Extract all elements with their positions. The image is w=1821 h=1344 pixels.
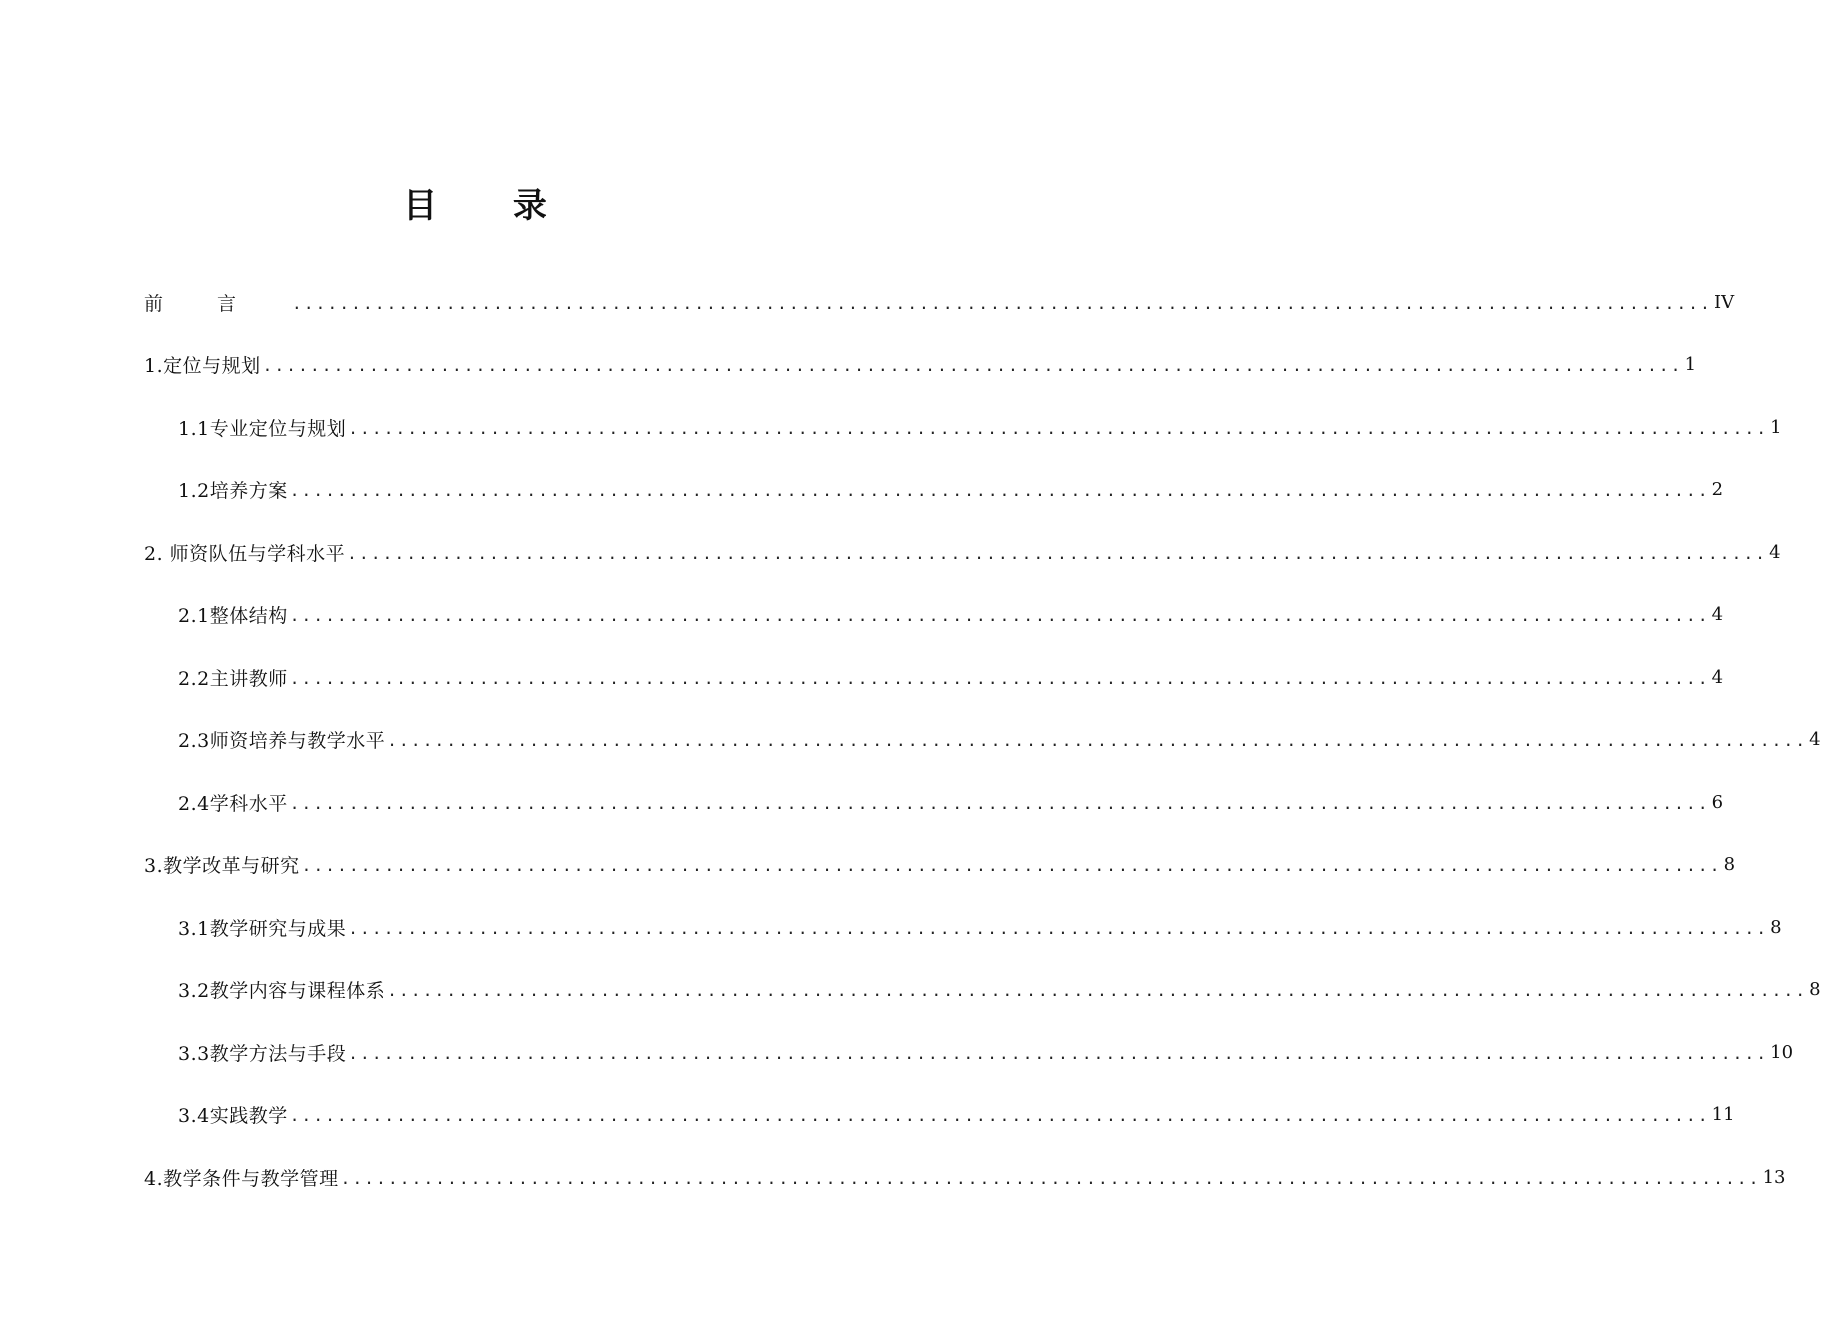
toc-entry[interactable] <box>178 593 1724 637</box>
toc-entry-page-number: 6 <box>1711 791 1724 813</box>
toc-entry-label: 3.1教学研究与成果 <box>178 917 347 940</box>
toc-leader-dots: ........................................................................................................................ <box>262 356 1683 375</box>
toc-entry[interactable] <box>178 1093 1735 1137</box>
toc-entry-page-number: 4 <box>1809 729 1821 750</box>
toc-entry-page-number: 4 <box>1711 604 1724 625</box>
toc-leader-dots: ........................................................................................................................ <box>348 418 1769 438</box>
toc-entry-label: 3.4实践教学 <box>178 1105 288 1127</box>
toc-entry-page-number: 8 <box>1809 979 1821 1000</box>
toc-entry-label: 2.4学科水平 <box>178 792 288 815</box>
toc-leader-dots: ........................................................................................................................ <box>301 856 1722 875</box>
toc-entry-page-number: 8 <box>1723 854 1736 875</box>
toc-entry-label: 1.1专业定位与规划 <box>178 417 347 440</box>
toc-title: 目 录 <box>403 186 579 226</box>
toc-entry-page-number: 8 <box>1770 916 1782 938</box>
toc-entry[interactable] <box>178 468 1724 512</box>
toc-leader-dots: ........................................................................................................................ <box>348 1043 1769 1063</box>
toc-entry[interactable] <box>178 405 1782 449</box>
toc-leader-dots: ........................................................................................................................ <box>340 1168 1761 1188</box>
toc-entry-page-number: 2 <box>1711 479 1724 500</box>
toc-entry-page-number: 1 <box>1684 354 1697 375</box>
toc-leader-dots: ........................................................................................................................ <box>387 981 1808 1000</box>
toc-entry[interactable] <box>178 780 1724 824</box>
toc-entry-page-number: 1 <box>1770 416 1782 438</box>
toc-entry[interactable] <box>144 530 1781 574</box>
toc-entry[interactable] <box>178 1030 1794 1074</box>
toc-entry-label: 3.3教学方法与手段 <box>178 1042 347 1065</box>
toc-leader-dots: ........................................................................................................................ <box>387 731 1808 750</box>
toc-leader-dots: ........................................................................................................................ <box>347 543 1768 563</box>
toc-entry-label: 前言 <box>144 292 291 315</box>
toc-entry-label: 2.3师资培养与教学水平 <box>178 730 386 752</box>
toc-entry-label: 4.教学条件与教学管理 <box>144 1167 339 1190</box>
toc-entry-page-number: 4 <box>1711 666 1724 688</box>
toc-leader-dots: ........................................................................................................................ <box>348 918 1769 938</box>
toc-entry[interactable] <box>178 905 1782 949</box>
toc-entry-page-number: IV <box>1713 291 1735 313</box>
toc-leader-dots: ........................................................................................................................ <box>289 606 1710 625</box>
toc-entry[interactable] <box>178 968 1821 1012</box>
toc-entry[interactable] <box>144 343 1697 387</box>
toc-entry-label: 1.2培养方案 <box>178 480 288 502</box>
toc-leader-dots: ........................................................................................................................ <box>292 293 1712 313</box>
toc-entry-page-number: 13 <box>1762 1166 1786 1188</box>
toc-leader-dots: ........................................................................................................................ <box>289 793 1710 813</box>
toc-entry-label: 1.定位与规划 <box>144 355 261 377</box>
toc-entry-page-number: 10 <box>1770 1041 1794 1063</box>
toc-entry[interactable] <box>178 655 1724 699</box>
toc-entry[interactable] <box>144 280 1735 324</box>
toc-entry-label: 2. 师资队伍与学科水平 <box>144 542 346 565</box>
toc-entry-label: 3.2教学内容与课程体系 <box>178 980 386 1002</box>
toc-entry-label: 2.2主讲教师 <box>178 667 288 690</box>
toc-entry-page-number: 4 <box>1769 541 1781 563</box>
toc-leader-dots: ........................................................................................................................ <box>289 668 1710 688</box>
toc-entry-label: 3.教学改革与研究 <box>144 855 300 877</box>
toc-entry-page-number: 11 <box>1711 1104 1735 1125</box>
toc-leader-dots: ........................................................................................................................ <box>289 481 1710 500</box>
toc-entry[interactable] <box>144 843 1736 887</box>
toc-entry[interactable] <box>144 1155 1786 1199</box>
toc-entry-label: 2.1整体结构 <box>178 605 288 627</box>
toc-entry[interactable] <box>178 718 1821 762</box>
toc-leader-dots: ........................................................................................................................ <box>289 1106 1710 1125</box>
